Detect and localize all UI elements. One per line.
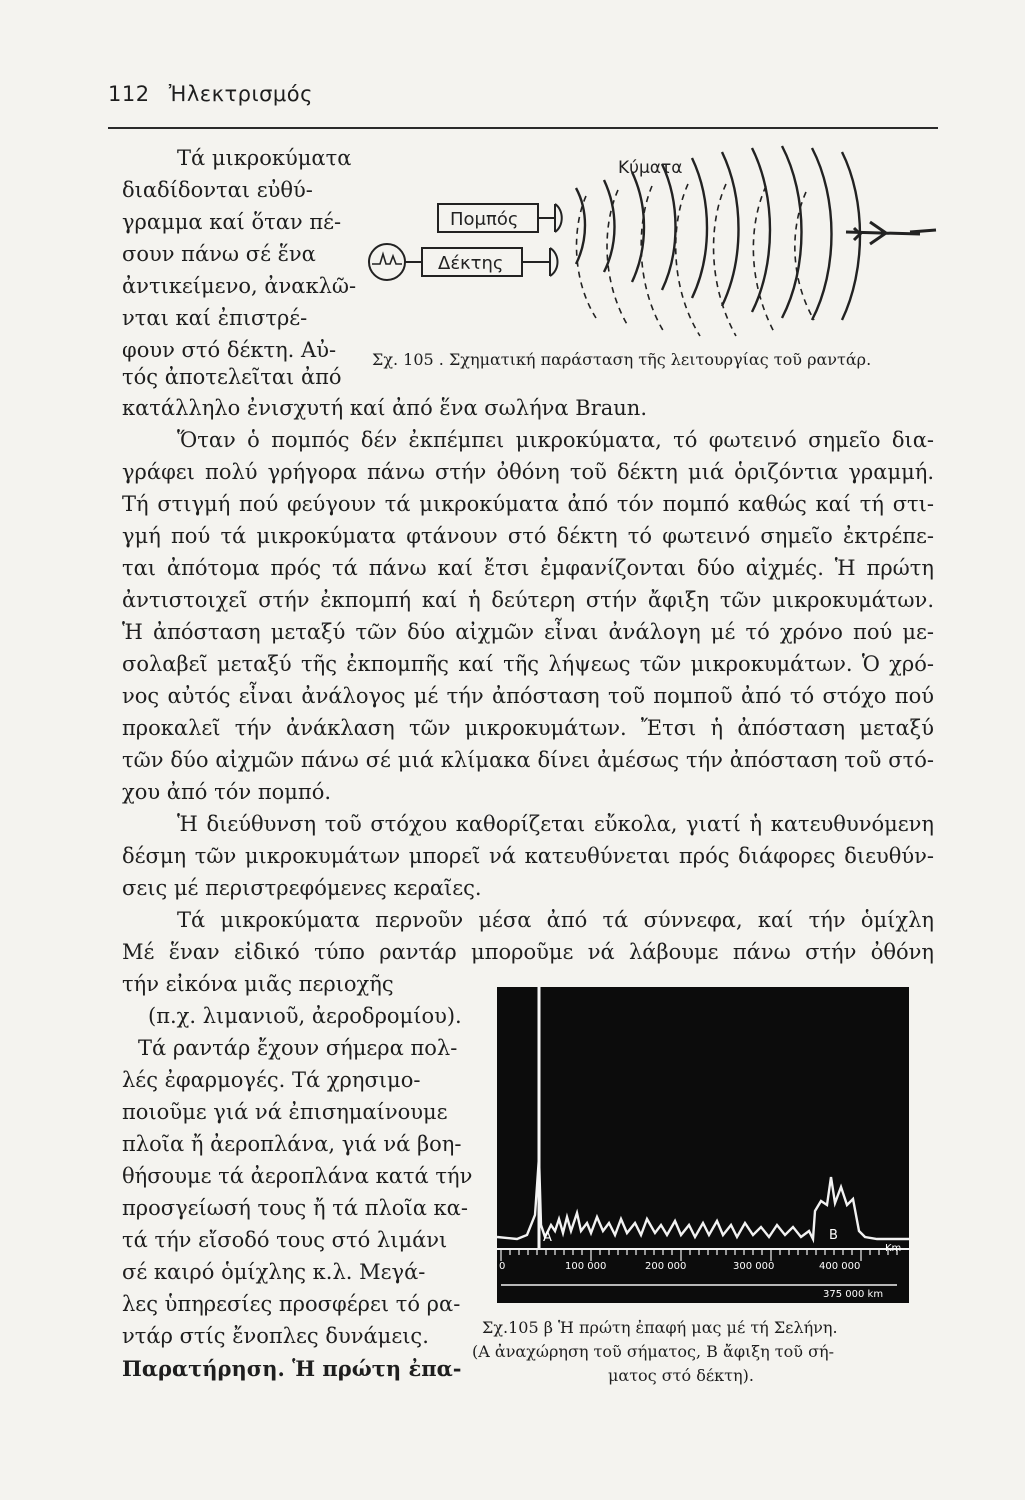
transmitter-antenna xyxy=(538,204,562,232)
receiver-antenna xyxy=(522,248,558,276)
waves-label: Κύματα xyxy=(618,158,683,178)
text-line: θήσουμε τά ἀεροπλάνα κατά τήν xyxy=(122,1164,473,1188)
text-line: γραμμα καί ὅταν πέ- xyxy=(122,210,342,234)
text-line: σολαβεῖ μεταξύ τῆς ἐκπομπῆς καί τῆς λήψεως τῶν μικροκυμάτων. Ὁ χρό- xyxy=(122,652,934,676)
radar-schematic-figure xyxy=(350,140,950,345)
page-number: 112 xyxy=(108,82,150,106)
text-line: δέσμη τῶν μικροκυμάτων μπορεῖ νά κατευθύνεται πρός διάφορες διευθύν- xyxy=(122,844,934,868)
header-rule xyxy=(108,127,938,129)
running-title: Ἠλεκτρισμός xyxy=(168,82,313,106)
text-line: γράφει πολύ γρήγορα πάνω στήν ὀθόνη τοῦ δέκτη μιά ὁριζόντια γραμμή. xyxy=(122,460,934,484)
text-line: νται καί ἐπιστρέ- xyxy=(122,306,308,330)
receiver-label: Δέκτης xyxy=(438,253,504,274)
text-line: διαδίδονται εὐθύ- xyxy=(122,178,313,202)
text-line: σέ καιρό ὁμίχλης κ.λ. Μεγά- xyxy=(122,1260,426,1284)
text-line: λές ἐφαρμογές. Τά χρησιμο- xyxy=(122,1068,421,1092)
text-line: Ὅταν ὁ πομπός δέν ἐκπέμπει μικροκύματα, τό φωτεινό σημεῖο δια- xyxy=(177,428,934,452)
text-line: τῶν δύο αἰχμῶν πάνω σέ μιά κλίμακα δίνει ἀμέσως τήν ἀπόσταση τοῦ στό- xyxy=(122,748,934,772)
oscilloscope-photo xyxy=(497,987,909,1303)
text-line: Τά ραντάρ ἔχουν σήμερα πολ- xyxy=(138,1036,458,1060)
tick-label: 400 000 xyxy=(819,1261,861,1272)
pulse-trace-icon xyxy=(372,254,402,264)
figure1-caption: Σχ. 105 . Σχηματική παράσταση τῆς λειτουργίας τοῦ ραντάρ. xyxy=(372,350,872,369)
text-line: λες ὑπηρεσίες προσφέρει τό ρα- xyxy=(122,1292,461,1316)
text-line: νος αὐτός εἶναι ἀνάλογος μέ τήν ἀπόσταση τοῦ πομποῦ ἀπό τό στόχο πού xyxy=(122,684,934,708)
marker-a: A xyxy=(543,1230,552,1245)
text-line: γμή πού τά μικροκύματα φτάνουν στό δέκτη τό φωτεινό σημεῖο ἐκτρέπε- xyxy=(122,524,934,548)
text-line: ἀντιστοιχεῖ στήν ἐκπομπή καί ἡ δεύτερη στήν ἄφιξη τῶν μικροκυμάτων. xyxy=(122,588,934,612)
text-line: σουν πάνω σέ ἕνα xyxy=(122,242,316,266)
oscilloscope-trace xyxy=(497,987,909,1303)
text-line: ποιοῦμε γιά νά ἐπισημαίνουμε xyxy=(122,1100,448,1124)
text-line: ται ἀπότομα πρός τά πάνω καί ἔτσι ἐμφανίζονται δύο αἰχμές. Ἡ πρώτη xyxy=(122,556,934,580)
scale-ticks xyxy=(501,1249,897,1261)
text-line: Τά μικροκύματα xyxy=(177,146,352,170)
text-line: προσγείωσή τους ἤ τά πλοῖα κα- xyxy=(122,1196,468,1220)
figure2-caption-line1: Σχ.105 β Ἡ πρώτη ἐπαφή μας μέ τή Σελήνη. xyxy=(482,1318,838,1337)
text-line: πλοῖα ἤ ἀεροπλάνα, γιά νά βοη- xyxy=(122,1132,462,1156)
figure2-caption-line2: (Α ἀναχώρηση τοῦ σήματος, Β ἄφιξη τοῦ σή- xyxy=(472,1342,834,1361)
text-line: (π.χ. λιμανιοῦ, ἀεροδρομίου). xyxy=(148,1004,462,1028)
echo-signal-trace xyxy=(497,1157,909,1239)
text-line: τήν εἰκόνα μιᾶς περιοχῆς xyxy=(122,972,394,996)
tick-label: 300 000 xyxy=(733,1261,775,1272)
text-line: σεις μέ περιστρεφόμενες κεραῖες. xyxy=(122,876,482,900)
text-line: ἀντικείμενο, ἀνακλῶ- xyxy=(122,274,357,298)
axis-unit: Km xyxy=(885,1243,902,1254)
text-line: προκαλεῖ τήν ἀνάκλαση τῶν μικροκυμάτων. Ἔτσι ἡ ἀπόσταση μεταξύ xyxy=(122,716,934,740)
figure2-caption-line3: ματος στό δέκτη). xyxy=(608,1366,754,1385)
tick-label: 200 000 xyxy=(645,1261,687,1272)
text-line: ντάρ στίς ἔνοπλες δυνάμεις. xyxy=(122,1324,429,1348)
oscilloscope-icon xyxy=(369,244,405,280)
text-line: κατάλληλο ἐνισχυτή καί ἀπό ἕνα σωλήνα Braun. xyxy=(122,396,647,420)
text-line: Ἡ διεύθυνση τοῦ στόχου καθορίζεται εὔκολα, γιατί ἡ κατευθυνόμενη xyxy=(177,812,934,836)
text-line: Τά μικροκύματα περνοῦν μέσα ἀπό τά σύννεφα, καί τήν ὁμίχλη xyxy=(177,908,934,932)
tick-label: 100 000 xyxy=(565,1261,607,1272)
transmitter-label: Πομπός xyxy=(450,209,519,230)
text-line: φουν στό δέκτη. Αὐ- xyxy=(122,338,337,362)
text-line: Παρατήρηση. Ἡ πρώτη ἐπα- xyxy=(122,1356,462,1381)
marker-b: B xyxy=(829,1228,838,1243)
text-line: Ἡ ἀπόσταση μεταξύ τῶν δύο αἰχμῶν εἶναι ἀνάλογη μέ τό χρόνο πού με- xyxy=(122,620,934,644)
text-line: Μέ ἕναν εἰδικό τύπο ραντάρ μποροῦμε νά λάβουμε πάνω στήν ὀθόνη xyxy=(122,940,934,964)
text-line: τός ἀποτελεῖται ἀπό xyxy=(122,365,342,389)
text-line: χου ἀπό τόν πομπό. xyxy=(122,780,332,804)
text-line: τά τήν εἴσοδό τους στό λιμάνι xyxy=(122,1228,448,1252)
text-line: Τή στιγμή πού φεύγουν τά μικροκύματα ἀπό τόν πομπό καθώς καί τή στι- xyxy=(122,492,934,516)
tick-label: 0 xyxy=(499,1261,506,1272)
distance-label: 375 000 km xyxy=(823,1289,884,1300)
page-header xyxy=(108,82,313,106)
